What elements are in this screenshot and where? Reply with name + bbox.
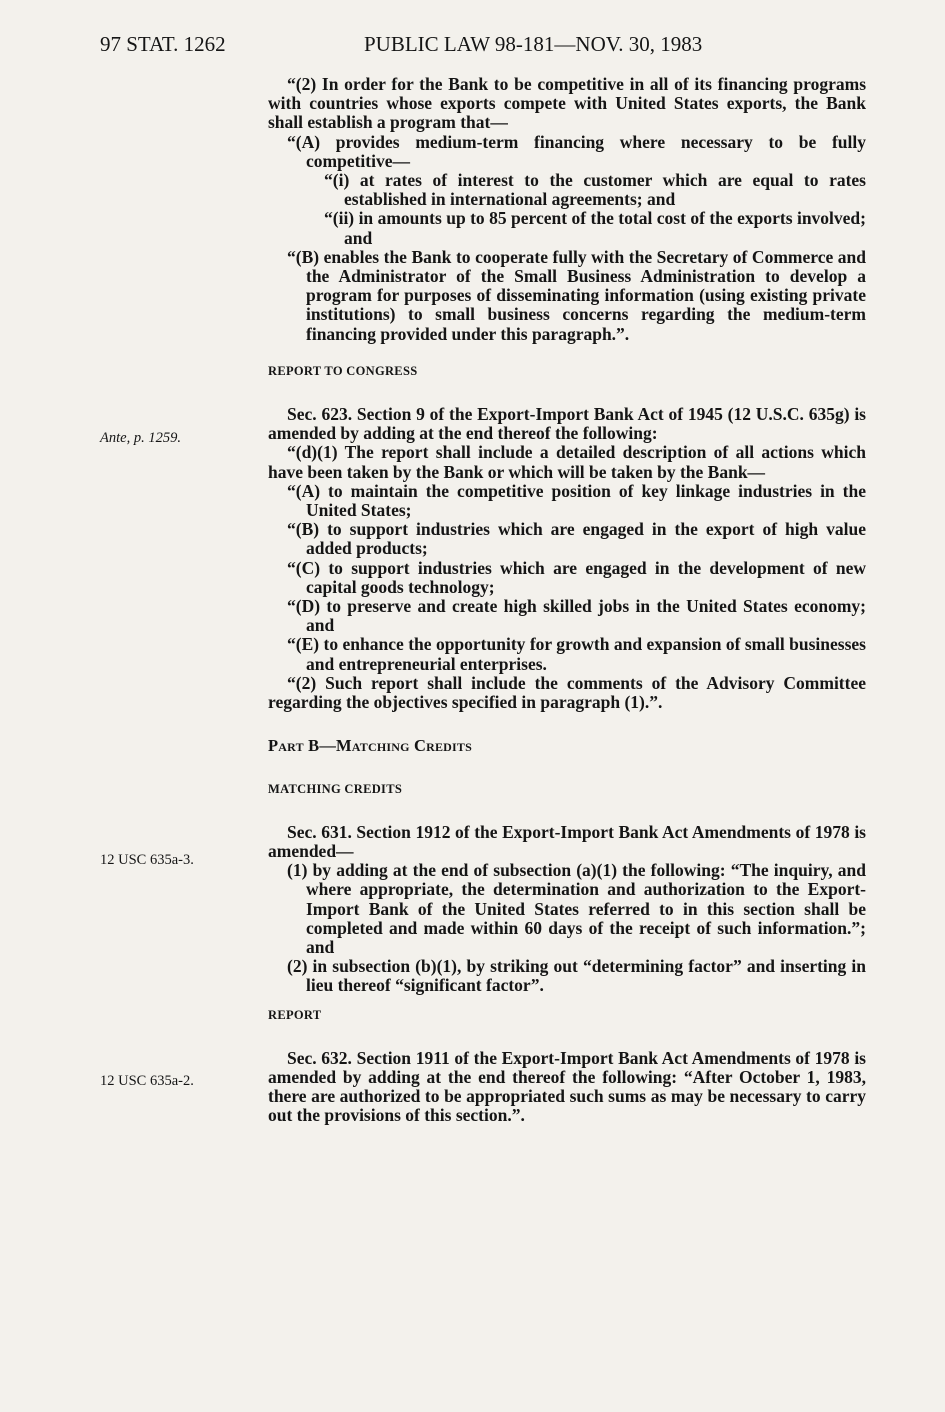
section-heading: REPORT TO CONGRESS: [268, 363, 418, 378]
section-text: Sec. 623. Section 9 of the Export-Import Bank Act of 1945 (12 U.S.C. 635g) is amended by adding at the end thereof the following:: [268, 404, 866, 444]
subparagraph: “(A) provides medium-term financing where necessary to be fully competitive—: [287, 131, 866, 171]
clause: “(ii) in amounts up to 85 percent of the total cost of the exports involved; and: [324, 208, 866, 248]
statute-page-number: 97 STAT. 1262: [100, 32, 226, 56]
margin-note-usc-635a-2: 12 USC 635a-2.: [100, 1073, 194, 1089]
subparagraph: “(B) to support industries which are engaged in the export of high value added products;: [287, 519, 866, 559]
subparagraph: “(D) to preserve and create high skilled jobs in the United States economy; and: [287, 596, 866, 636]
subparagraph: “(A) to maintain the competitive position of key linkage industries in the United States;: [287, 480, 866, 521]
part-heading: Part B—Matching Credits: [268, 736, 472, 756]
margin-note-ante: Ante, p. 1259.: [100, 430, 181, 446]
subparagraph: “(C) to support industries which are engaged in the development of new capital goods technology;: [287, 557, 866, 597]
clause: “(i) at rates of interest to the customer which are equal to rates established in international agreements; and: [324, 170, 866, 210]
section-text: Sec. 631. Section 1912 of the Export-Import Bank Act Amendments of 1978 is amended—: [268, 821, 866, 861]
subparagraph: (2) in subsection (b)(1), by striking out “determining factor” and inserting in lieu thereof “significant factor”.: [287, 956, 866, 996]
section-heading: REPORT: [268, 1007, 322, 1022]
paragraph: “(d)(1) The report shall include a detailed description of all actions which have been taken by the Bank or which will be taken by the Bank—: [268, 442, 866, 482]
margin-note-usc-635a-3: 12 USC 635a-3.: [100, 852, 194, 868]
section-heading: MATCHING CREDITS: [268, 781, 403, 796]
section-text: Sec. 632. Section 1911 of the Export-Import Bank Act Amendments of 1978 is amended by adding at the end thereof the following: “After October 1, 1983, there are authorized to be appropriated such sums as may be necessary to carry out the provisions of this section.”.: [268, 1047, 866, 1126]
subparagraph: “(B) enables the Bank to cooperate fully with the Secretary of Commerce and the Administrator of the Small Business Administration to develop a program for purposes of disseminating information (using existing private institutions) to small business concerns regarding the medium-term financing provided under this paragraph.”.: [287, 246, 866, 344]
running-title: PUBLIC LAW 98-181—NOV. 30, 1983: [364, 32, 703, 56]
paragraph: “(2) In order for the Bank to be competitive in all of its financing programs with countries whose exports compete with United States exports, the Bank shall establish a program that—: [268, 74, 866, 133]
subparagraph: “(E) to enhance the opportunity for growth and expansion of small businesses and entrepreneurial enterprises.: [287, 634, 866, 674]
subparagraph: (1) by adding at the end of subsection (a)(1) the following: “The inquiry, and where appropriate, the determination and authorization to the Export-Import Bank of the United States referred to in this section shall be completed and made within 60 days of the receipt of such information.”; and: [287, 860, 866, 957]
paragraph: “(2) Such report shall include the comments of the Advisory Committee regarding the objectives specified in paragraph (1).”.: [268, 672, 866, 713]
statute-body: [268, 75, 866, 1126]
